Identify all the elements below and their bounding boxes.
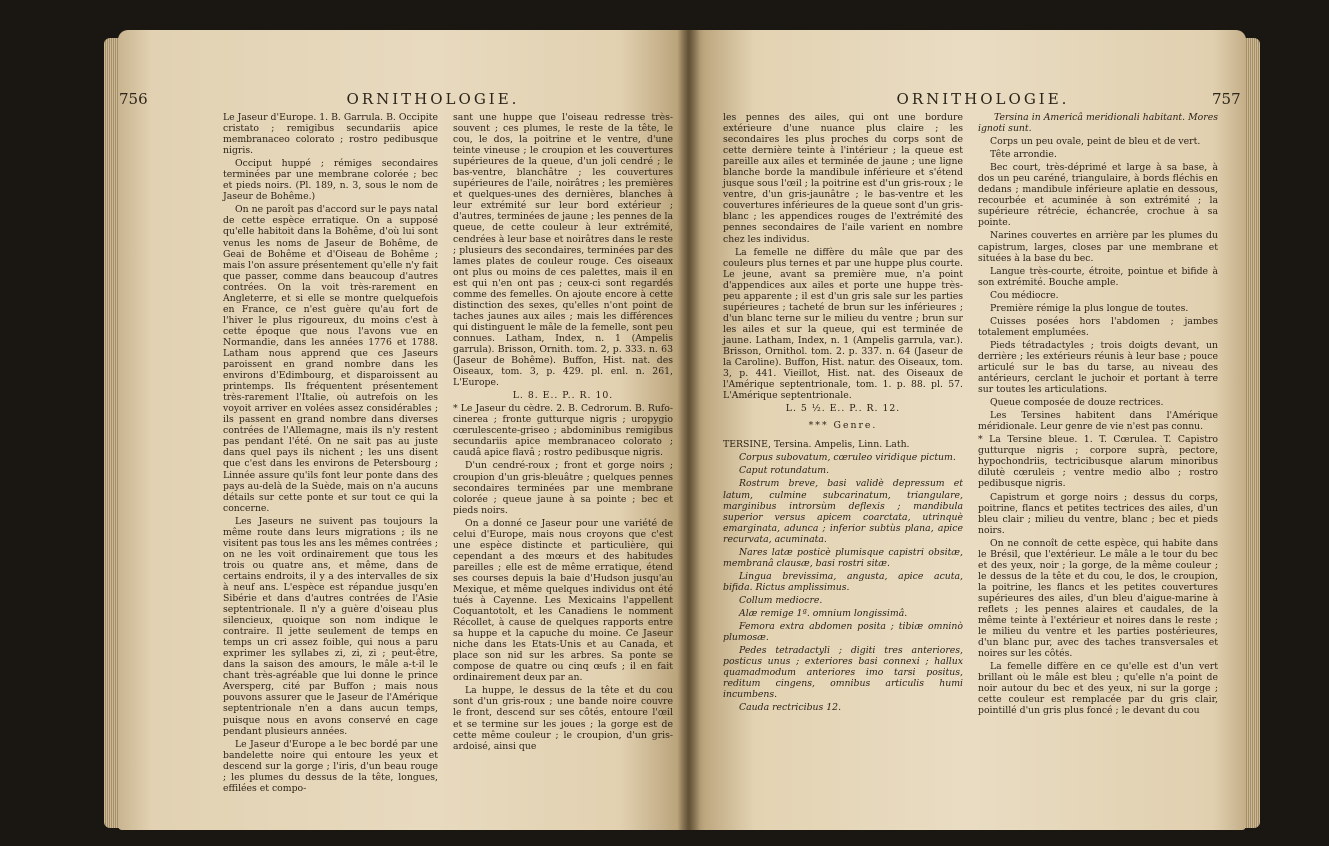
left-page (118, 30, 688, 830)
left-column-2 (453, 112, 673, 754)
paragraph: Tête arrondie. (990, 149, 1057, 161)
paragraph: Occiput huppé ; rémiges secondaires terminées par une membrane colorée ; bec et pieds noirs. (Pl. 189, n. 3, sous le nom de Jaseur de Bohême.) (223, 158, 438, 203)
paragraph: Capistrum et gorge noirs ; dessus du corps, poitrine, flancs et petites tectrices des ailes, d'un bleu clair ; milieu du ventre, blanc ; bec et pieds noirs. (978, 491, 1218, 536)
latin-character: Caput rotundatum. (739, 465, 830, 477)
right-page-number: 757 (1212, 90, 1241, 108)
left-page-number: 756 (119, 90, 148, 108)
right-page-edges (1244, 38, 1260, 828)
paragraph: les pennes des ailes, qui ont une bordure extérieure d'une nuance plus claire ; les secondaires les plus proches du corps sont de cette dernière teinte à l'intérieur ; la queue est pareille aux ailes et terminée de jaune ; une ligne blanche borde la mandibule inférieure et s'étend jusque sous l'œil ; la poitrine est d'un gris-roux ; le ventre, d'un gris-jaunâtre ; le bas-ventre et les couvertures inférieures de la queue sont d'un gris-blanc ; les appendices rouges de l'extrémité des pennes secondaires de l'aile varient en nombre chez les individus. (723, 112, 963, 245)
paragraph: La femelle diffère en ce qu'elle est d'un vert brillant où le mâle est bleu ; qu'elle n'a point de noir autour du bec et des yeux, ni sur la gorge ; cette couleur est remplacée par du gris clair, pointillé d'un gris plus foncé ; le devant du cou (978, 661, 1218, 717)
entry-head-jaseur-cedre: * Le Jaseur du cèdre. 2. B. Cedrorum. B. Rufo-cinerea ; fronte gutturque nigris ; uropygio cœrulescente-griseo ; abdominibus remigibus secundariis apice membranaceo colorato ; caudâ apice flavâ ; rostro pedibusque nigris. (453, 403, 673, 459)
paragraph: Narines couvertes en arrière par les plumes du capistrum, larges, closes par une membrane et situées à la base du bec. (978, 230, 1218, 264)
paragraph: D'un cendré-roux ; front et gorge noirs ; croupion d'un gris-bleuâtre ; quelques pennes secondaires terminées par une membrane colorée ; queue jaune à sa pointe ; bec et pieds noirs. (453, 460, 673, 516)
right-page (688, 30, 1246, 830)
paragraph: Les Jaseurs ne suivent pas toujours la même route dans leurs migrations ; ils ne visitent pas tous les ans les mêmes contrées ; on ne les voit ordinairement que tous les trois ou quatre ans, et même, dans de certains endroits, il y a des intervalles de six à neuf ans. L'espèce est répandue jusqu'en Sibérie et dans d'autres contrées de l'Asie septentrionale. Il n'y a guère d'oiseau plus silencieux, quoique son nom indique le contraire. Il jette seulement de temps en temps un cri assez foible, qui nous a paru exprimer les syllabes zi, zi, zi ; peut-être, dans la saison des amours, le mâle a-t-il le chant très-agréable que lui donne le prince Aversperg, cité par Buffon ; mais nous pouvons assurer que le Jaseur de l'Amérique septentrionale n'en a dans aucun temps, puisque nous en avons conservé en cage pendant plusieurs années. (223, 515, 439, 737)
measurement-line: L. 5 ½. E.. P.. R. 12. (785, 403, 901, 415)
paragraph: Pieds tétradactyles ; trois doigts devant, un derrière ; les extérieurs réunis à leur base ; pouce articulé sur le bas du tarse, au niveau des antérieurs, cerclant le juchoir et portant à terre sur toutes les articulations. (978, 339, 1218, 396)
book-gutter (678, 30, 700, 830)
paragraph: Tersina in Americâ meridionali habitant. Mores ignoti sunt. (978, 112, 1218, 135)
genre-heading: *** Genre. (808, 420, 878, 432)
paragraph: Bec court, très-déprimé et large à sa base, à dos un peu caréné, triangulaire, à bords fléchis en dedans ; mandibule inférieure aplatie en dessous, recourbée et acuminée à son extrémité ; la supérieure rétrécie, échancrée, crochue à sa pointe. (978, 162, 1218, 229)
paragraph: On ne paroît pas d'accord sur le pays natal de cette espèce erratique. On a supposé qu'elle habitoit dans la Bohême, d'où lui sont venus les noms de Jaseur de Bohême, de Geai de Bohême et d'Oiseau de Bohême ; mais l'on assure présentement qu'elle n'y fait que passer, comme dans beaucoup d'autres contrées. On la voit très-rarement en Angleterre, et si elle se montre quelquefois en France, ce n'est guère qu'au fort de l'hiver le plus rigoureux, du moins c'est à cette époque que nous l'avons vue en Normandie, dans les années 1776 et 1788. Latham nous apprend que ces Jaseurs paroissent en grand nombre dans les environs d'Edimbourg, et disparoissent au printemps. Ils fréquentent présentement très-rarement l'Italie, où autrefois on les voyoit arriver en volées assez considérables ; ils passent en grand nombre dans diverses contrées de l'Allemagne, mais ils n'y restent pas pendant l'été. On ne sait pas au juste dans quel pays ils nichent ; les uns disent que c'est dans les environs de Petersbourg ; Linnée assure qu'ils font leur ponte dans des pays au-delà de la Suède, mais on n'a aucuns détails sur cette ponte et sur tout ce qui la concerne. (223, 204, 438, 514)
latin-character: Cauda rectricibus 12. (739, 702, 842, 714)
entry-head-jaseur-europe: Le Jaseur d'Europe. 1. B. Garrula. B. Occipite cristato ; remigibus secundariis apice membranaceo colorato ; rostro pedibusque nigris. (223, 112, 438, 157)
latin-character: Corpus subovatum, cœruleo viridique pictum. (739, 452, 956, 464)
measurement-line: L. 8. E.. P.. R. 10. (512, 390, 614, 402)
genus-head-tersine: TERSINE, Tersina. Ampelis, Linn. Lath. (723, 439, 910, 451)
paragraph: Corps un peu ovale, peint de bleu et de vert. (990, 136, 1201, 148)
latin-character: Pedes tetradactyli ; digiti tres anteriores, posticus unus ; exteriores basi connexi ; hallux quamadmodum anteriores imo tarsi positus, reditum cingens, omnibus articulis humi incumbens. (723, 645, 963, 701)
right-running-title: ORNITHOLOGIE. (896, 90, 1070, 108)
paragraph: Langue très-courte, étroite, pointue et bifide à son extrémité. Bouche ample. (978, 265, 1218, 288)
left-running-title: ORNITHOLOGIE. (346, 90, 520, 108)
open-book (118, 30, 1246, 830)
paragraph: Cuisses posées hors l'abdomen ; jambes totalement emplumées. (978, 315, 1218, 338)
right-column-2 (978, 112, 1218, 718)
latin-character: Femora extra abdomen posita ; tibiæ omninò plumosæ. (723, 621, 963, 644)
paragraph: On ne connoît de cette espèce, qui habite dans le Brésil, que l'extérieur. Le mâle a le tour du bec et des yeux, noir ; la gorge, de la même couleur ; le dessus de la tête et du cou, le dos, le croupion, la poitrine, les flancs et les petites couvertures supérieures des ailes, d'un bleu d'aigue-marine à reflets ; les pennes alaires et caudales, de la même teinte à l'extérieur et noires dans le reste ; le milieu du ventre et les parties postérieures, d'un blanc pur, avec des taches transversales et noires sur les côtés. (978, 537, 1218, 660)
paragraph: On a donné ce Jaseur pour une variété de celui d'Europe, mais nous croyons que c'est une espèce distincte et particulière, qui cependant a des mœurs et des habitudes pareilles ; elle est de même erratique, étend ses courses depuis la baie d'Hudson jusqu'au Mexique, et même quelques individus ont été tués à Cayenne. Les Mexicains l'appellent Coquantotolt, et les Canadiens le nomment Récollet, à cause de quelques rapports entre sa huppe et la capuche du moine. Ce Jaseur niche dans les Etats-Unis et au Canada, et place son nid sur les arbres. Sa ponte se compose de quatre ou cinq œufs ; il en fait ordinairement deux par an. (453, 517, 673, 684)
paragraph: Le Jaseur d'Europe a le bec bordé par une bandelette noire qui entoure les yeux et descend sur la gorge ; l'iris, d'un beau rouge ; les plumes du dessus de la tête, longues, effilées et compo- (223, 738, 438, 794)
paragraph: Queue composée de douze rectrices. (990, 397, 1164, 409)
left-running-head (119, 90, 643, 108)
paragraph: Cou médiocre. (990, 289, 1059, 301)
entry-head-tersine-bleue: * La Tersine bleue. 1. T. Cœrulea. T. Capistro gutturque nigris ; corpore suprà, pectore, hypochondriis, tectricibusque alarum minoribus dilutè cœruleis ; ventre medio albo ; rostro pedibusque nigris. (978, 434, 1218, 490)
right-running-head (828, 90, 1241, 108)
paragraph: La femelle ne diffère du mâle que par des couleurs plus ternes et par une huppe plus courte. Le jeune, avant sa première mue, n'a point d'appendices aux ailes et porte une huppe très-peu apparente ; il est d'un gris sale sur les parties supérieures ; tacheté de brun sur les inférieures ; d'un blanc terne sur le milieu du ventre ; brun sur les ailes et sur la queue, qui est terminée de jaune. Latham, Index, n. 1 (Ampelis garrula, var.). Brisson, Ornithol. tom. 2. p. 337. n. 64 (Jaseur de la Caroline). Buffon, Hist. natur. des Oiseaux, tom. 3, p. 441. Vieillot, Hist. nat. des Oiseaux de l'Amérique septentrionale, tom. 1. p. 88. pl. 57. L'Amérique septentrionale. (723, 246, 963, 402)
latin-character: Lingua brevissima, angusta, apice acuta, bifida. Rictus amplissimus. (723, 570, 963, 593)
paragraph: Première rémige la plus longue de toutes. (990, 302, 1189, 314)
latin-character: Rostrum breve, basi validè depressum et latum, culmine subcarinatum, triangulare, marginibus introrsùm deflexis ; mandibula superior versus apicem coarctata, utrinquè emarginata, adunca ; inferior subtùs plana, apice recurvata, acuminata. (723, 478, 963, 545)
latin-character: Alæ remige 1ª. omnium longissimâ. (739, 607, 908, 619)
latin-character: Collum mediocre. (739, 594, 823, 606)
left-column-1 (223, 112, 438, 796)
paragraph: La huppe, le dessus de la tête et du cou sont d'un gris-roux ; une bande noire couvre le front, descend sur ses côtés, entoure l'œil et se termine sur les joues ; la gorge est de cette même couleur ; le croupion, d'un gris-ardoisé, ainsi que (453, 685, 673, 752)
paragraph: sant une huppe que l'oiseau redresse très-souvent ; ces plumes, le reste de la tête, le cou, le dos, la poitrine et le ventre, d'une teinte vineuse ; le croupion et les couvertures supérieures de la queue, d'un joli cendré ; le bas-ventre, blanchâtre ; les couvertures supérieures de l'aile, noirâtres ; les premières et quelques-unes des dernières, blanches à leur extrémité sur leur bord extérieur ; d'autres, terminées de jaune ; les pennes de la queue, de cette couleur à leur extrémité, cendrées à leur base et noirâtres dans le reste ; plusieurs des secondaires, terminées par des lames plates de couleur rouge. Ces oiseaux ont plus ou moins de ces palettes, mais il en est qui n'en ont pas ; ceux-ci sont regardés comme des femelles. On ajoute encore à cette distinction des sexes, qu'elles n'ont point de taches jaunes aux ailes ; mais les différences qui distinguent le mâle de la femelle, sont peu connues. Latham, Index, n. 1 (Ampelis garrula). Brisson, Ornith. tom. 2, p. 333. n. 63 (Jaseur de Bohême). Buffon, Hist. nat. des Oiseaux, tom. 3, p. 429. pl. enl. n. 261, L'Europe. (453, 112, 673, 389)
right-column-1 (723, 112, 963, 715)
paragraph: Les Tersines habitent dans l'Amérique méridionale. Leur genre de vie n'est pas connu. (978, 410, 1218, 433)
latin-character: Nares latæ posticè plumisque capistri obsitæ, membranâ clausæ, basi rostri sitæ. (723, 546, 963, 569)
